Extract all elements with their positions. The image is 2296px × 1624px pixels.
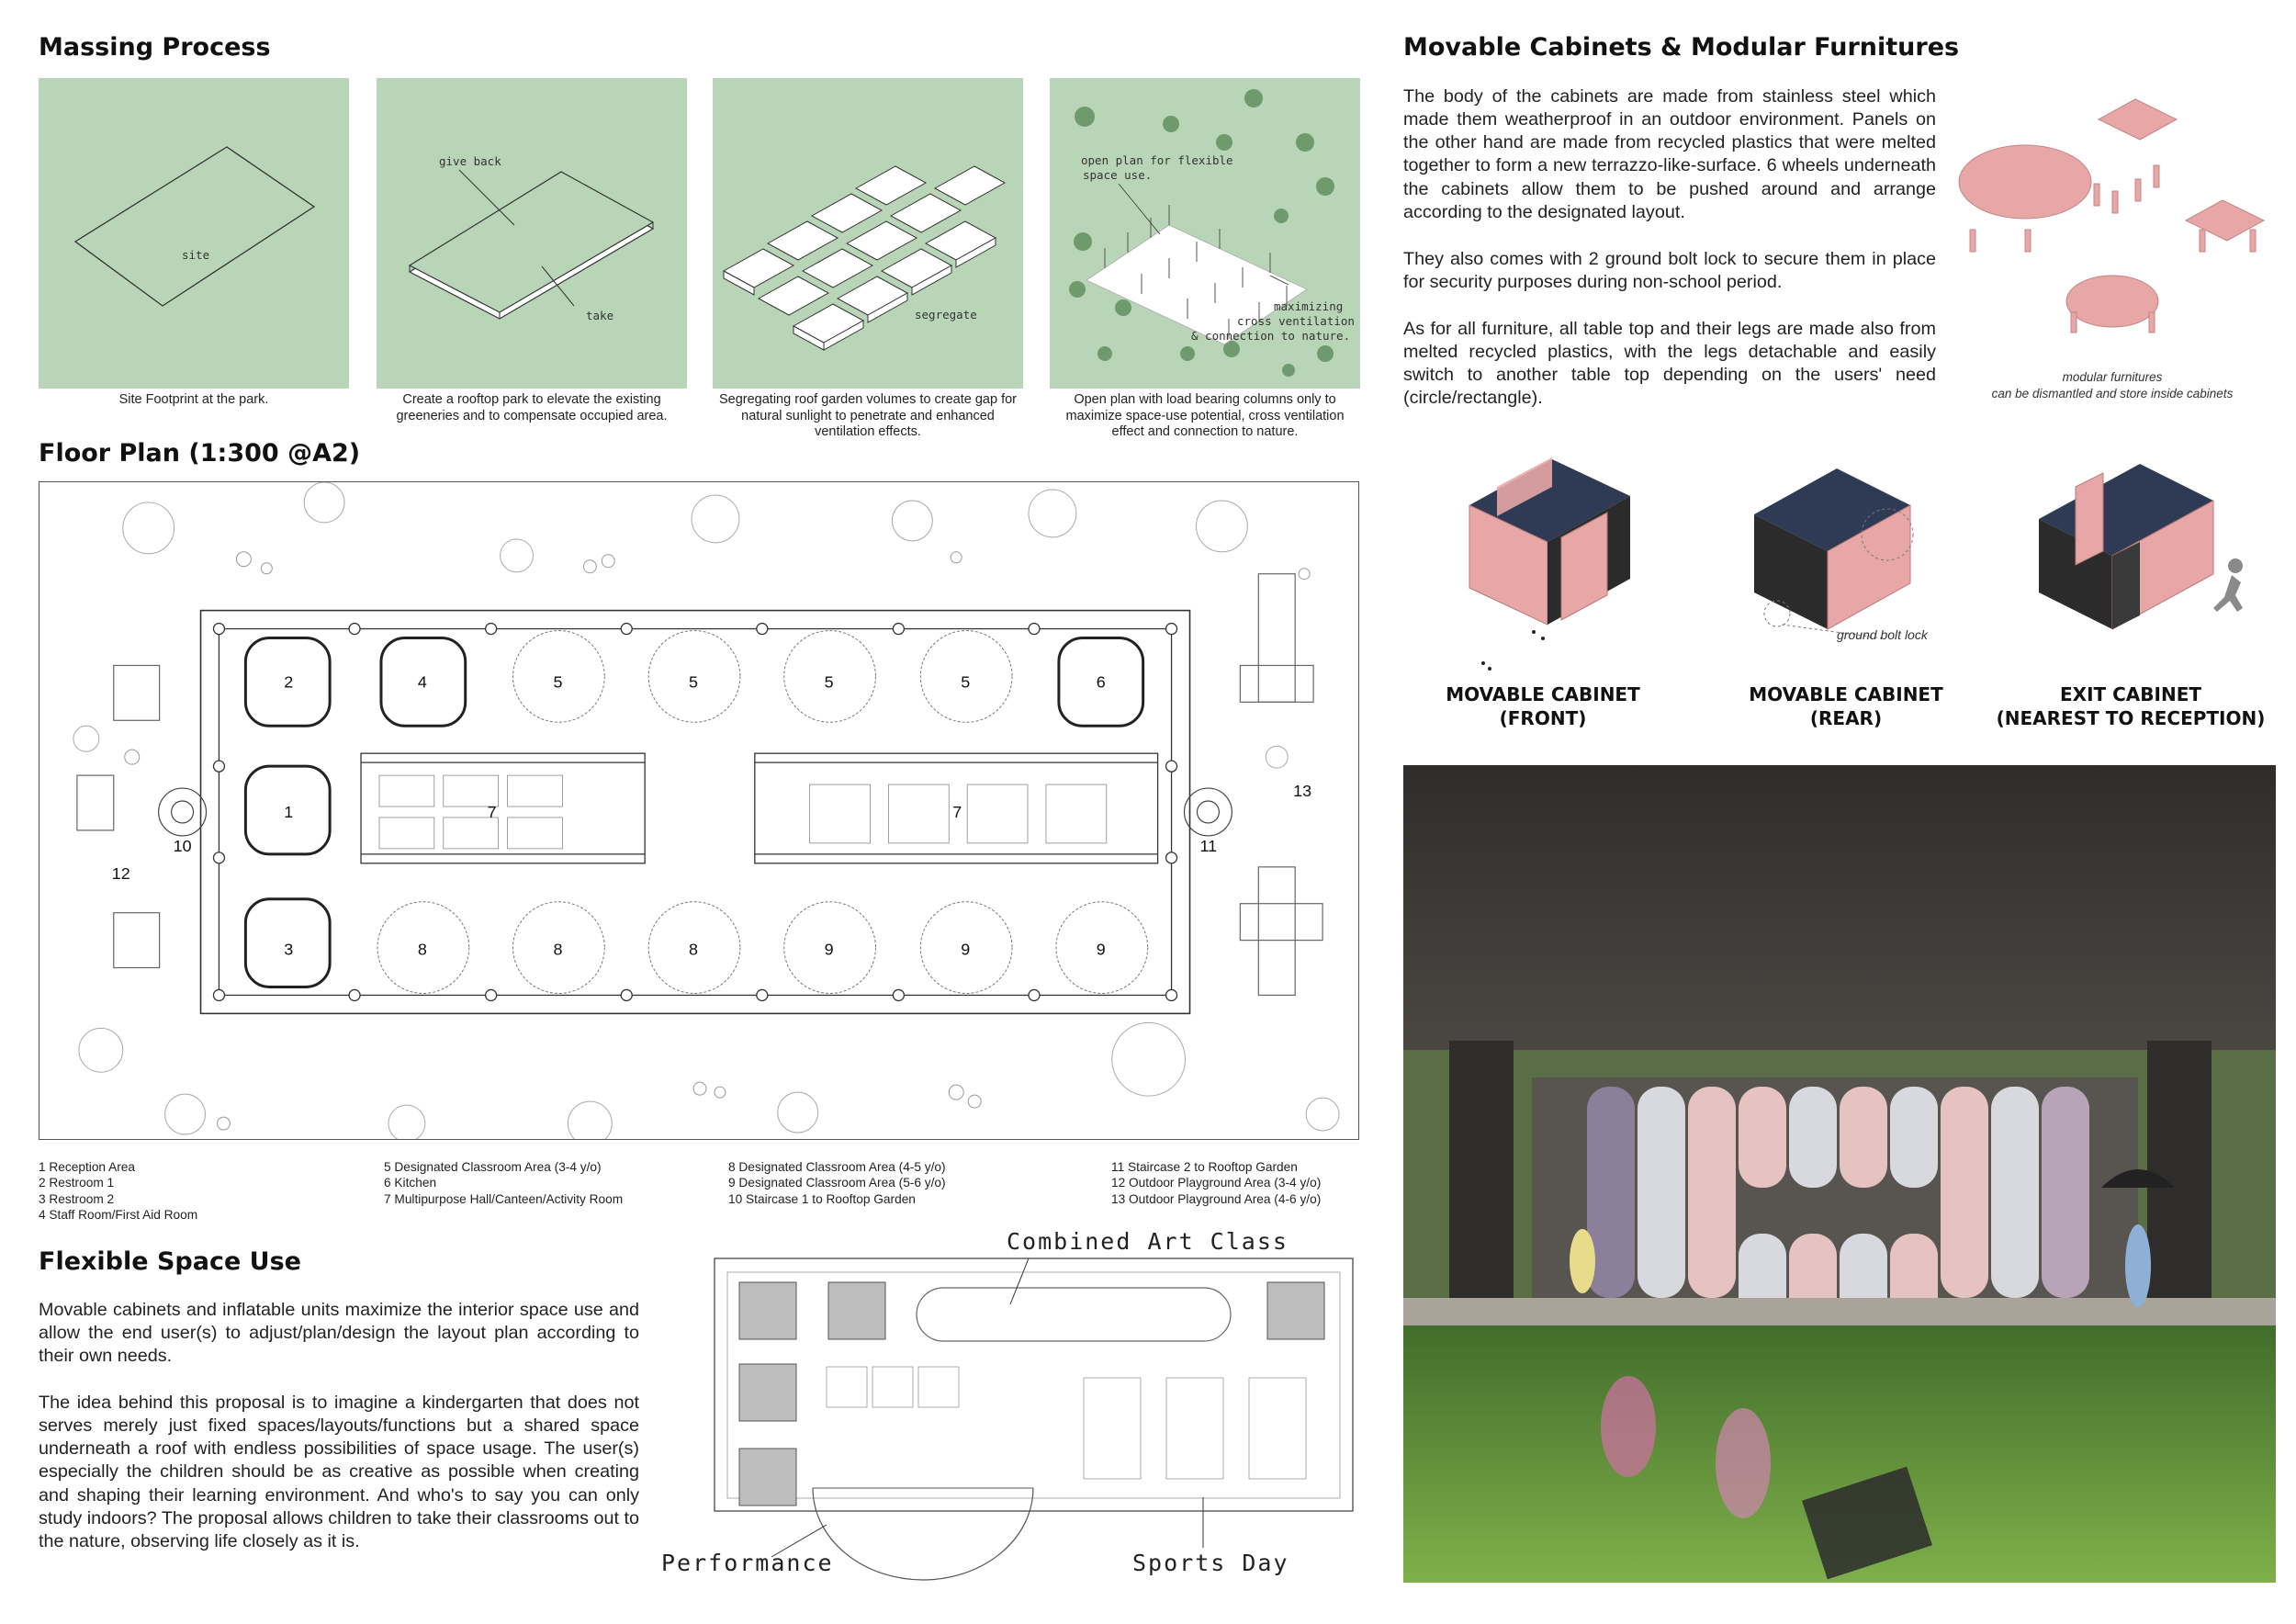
room-12: 12: [111, 863, 130, 883]
room-11: 11: [1199, 836, 1218, 855]
label-combined-art-class: Combined Art Class: [1007, 1228, 1289, 1255]
massing-label-segregate: segregate: [915, 308, 977, 321]
label-sports-day: Sports Day: [1132, 1550, 1289, 1576]
floorplan-drawing: [39, 481, 1359, 1140]
cabinet-rear-title: [1727, 682, 1965, 730]
legend-item: 5 Designated Classroom Area (3-4 y/o): [384, 1160, 602, 1174]
room-9b: 9: [961, 940, 971, 959]
legend-item: 9 Designated Classroom Area (5-6 y/o): [728, 1176, 946, 1190]
room-8c: 8: [689, 940, 699, 959]
room-5a: 5: [553, 672, 563, 692]
room-3: 3: [284, 940, 294, 959]
legend-item: 2 Restroom 1: [39, 1176, 115, 1190]
legend-col-2: [384, 1159, 623, 1207]
room-10: 10: [173, 836, 192, 855]
exit-cabinet-drawing: [2020, 432, 2259, 680]
furniture-note-line-1: modular furnitures: [2062, 370, 2163, 384]
cabinet-rear-title-2: (REAR): [1809, 707, 1883, 729]
cabinet-front-drawing: [1433, 432, 1662, 680]
flexible-paragraph-2: The idea behind this proposal is to imagine a kindergarten that does not serves merely just fixed spaces/layouts/functions but a shared space underneath a roof with endless possibilities of space usage. The user(s) especially the children should be as creative as possible when creating and shaping their learning environment. And who's to say you can only study indoors? The proposal allows children to take their classrooms out to the nature, observing life closely as it is.: [39, 1393, 639, 1551]
massing-panel-rooftop: [377, 78, 687, 389]
legend-item: 12 Outdoor Playground Area (3-4 y/o): [1111, 1176, 1322, 1190]
legend-col-4: [1111, 1159, 1321, 1207]
cabinets-paragraph-1: The body of the cabinets are made from stainless steel which made them weatherproof in an outdoor environment. Panels on the other hand are made from recycled plastics that were melted together to form a new terrazzo-like-surface. 6 wheels underneath the cabinets allow them to be pushed around and arrange according to the designated layout.: [1403, 86, 1936, 222]
cabinets-title: Movable Cabinets & Modular Furnitures: [1403, 33, 1960, 62]
cabinet-rear-title-1: MOVABLE CABINET: [1749, 683, 1943, 705]
legend-item: 4 Staff Room/First Aid Room: [39, 1208, 198, 1223]
cabinet-rear-drawing: [1727, 432, 1965, 680]
legend-item: 1 Reception Area: [39, 1160, 136, 1174]
room-6: 6: [1096, 672, 1106, 692]
legend-item: 13 Outdoor Playground Area (4-6 y/o): [1111, 1191, 1322, 1206]
massing-label-max-2: cross ventilation: [1237, 314, 1355, 328]
room-9a: 9: [824, 940, 834, 959]
room-1: 1: [284, 802, 294, 821]
furniture-note: [1947, 369, 2278, 401]
massing-label-site: site: [182, 248, 210, 262]
perspective-render: [1403, 765, 2276, 1583]
room-8b: 8: [553, 940, 563, 959]
massing-caption-4: Open plan with load bearing columns only to maximize space-use potential, cross ventilation effect and connection to nature.: [1065, 392, 1345, 440]
massing-label-max-1: maximizing: [1274, 299, 1344, 313]
legend-item: 7 Multipurpose Hall/Canteen/Activity Room: [384, 1191, 624, 1206]
legend-item: 3 Restroom 2: [39, 1191, 115, 1206]
flexible-diagram: [652, 1222, 1368, 1598]
legend-col-3: [728, 1159, 946, 1207]
exit-cabinet-title: [1993, 682, 2268, 730]
room-5c: 5: [824, 672, 834, 692]
massing-panel-site: [39, 78, 349, 389]
cabinet-front-title: [1424, 682, 1662, 730]
legend-item: 11 Staircase 2 to Rooftop Garden: [1111, 1160, 1298, 1174]
flexible-title: Flexible Space Use: [39, 1247, 301, 1276]
room-5b: 5: [689, 672, 699, 692]
room-9c: 9: [1096, 940, 1106, 959]
exit-cabinet-title-2: (NEAREST TO RECEPTION): [1996, 707, 2266, 729]
label-performance: Performance: [661, 1550, 834, 1576]
room-8a: 8: [417, 940, 427, 959]
legend-item: 10 Staircase 1 to Rooftop Garden: [728, 1191, 916, 1206]
legend-col-1: [39, 1159, 197, 1224]
massing-label-open-plan-2: space use.: [1083, 168, 1153, 182]
cabinets-paragraph-2: They also comes with 2 ground bolt lock to secure them in place for security purposes during non-school period.: [1403, 249, 1936, 293]
furniture-note-line-2: can be dismantled and store inside cabinets: [1991, 386, 2234, 400]
exit-cabinet-title-1: EXIT CABINET: [2059, 683, 2201, 705]
flexible-paragraph-1: Movable cabinets and inflatable units maximize the interior space use and allow the end user(s) to adjust/plan/design the layout plan according to their own needs.: [39, 1300, 639, 1367]
ground-bolt-lock-label: ground bolt lock: [1837, 627, 1928, 642]
legend-item: 6 Kitchen: [384, 1176, 437, 1190]
massing-panel-segregate: [713, 78, 1023, 389]
room-5d: 5: [961, 672, 971, 692]
furniture-illustration: [1956, 92, 2268, 367]
massing-label-open-plan-1: open plan for flexible: [1081, 153, 1233, 167]
massing-label-max-3: & connection to nature.: [1191, 329, 1351, 343]
massing-panel-open-plan: [1050, 78, 1360, 389]
massing-label-give-back: give back: [439, 154, 501, 168]
floorplan-title: Floor Plan (1:300 @A2): [39, 439, 361, 468]
massing-label-take: take: [586, 309, 614, 322]
room-7a: 7: [487, 802, 497, 821]
massing-title: Massing Process: [39, 33, 271, 62]
legend-item: 8 Designated Classroom Area (4-5 y/o): [728, 1160, 946, 1174]
cabinet-front-title-2: (FRONT): [1499, 707, 1587, 729]
room-7b: 7: [952, 802, 962, 821]
massing-caption-3: Segregating roof garden volumes to create gap for natural sunlight to penetrate and enhanced ventilation effects.: [718, 392, 1018, 440]
room-2: 2: [284, 672, 294, 692]
cabinets-paragraph-3: As for all furniture, all table top and their legs are made also from melted recycled plastics, with the legs detachable and easily switch to another table top depending on the users' need (circle/rectangle).: [1403, 319, 1936, 409]
cabinet-front-title-1: MOVABLE CABINET: [1446, 683, 1640, 705]
massing-caption-2: Create a rooftop park to elevate the existing greeneries and to compensate occupied area.: [396, 392, 668, 423]
room-4: 4: [417, 672, 427, 692]
room-13: 13: [1293, 782, 1312, 801]
massing-caption-1: Site Footprint at the park.: [118, 392, 269, 407]
